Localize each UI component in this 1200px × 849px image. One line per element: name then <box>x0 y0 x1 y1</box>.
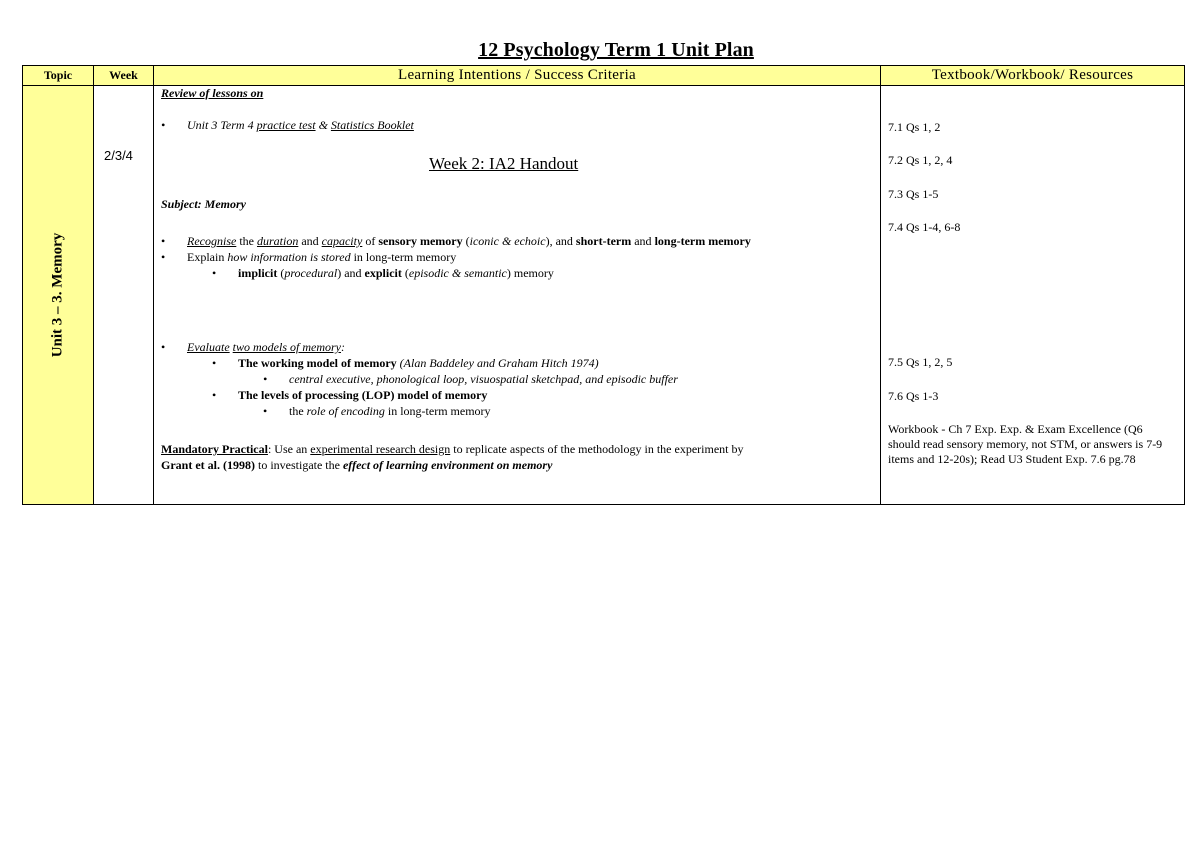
bullet-icon: • <box>161 250 166 264</box>
resource-item: 7.2 Qs 1, 2, 4 <box>888 153 953 167</box>
evaluate-text: Evaluate <box>187 340 230 354</box>
handout-heading: Week 2: IA2 Handout <box>429 154 579 173</box>
text: ) and <box>337 266 365 280</box>
episodic-semantic-text: episodic & semantic <box>408 266 507 280</box>
resource-item: 7.3 Qs 1-5 <box>888 187 939 201</box>
text: ( <box>462 234 470 248</box>
mandatory-practical-label: Mandatory Practical <box>161 442 268 456</box>
header-resources: Textbook/Workbook/ Resources <box>881 66 1185 86</box>
mandatory-practical-line2 <box>161 458 552 473</box>
effect-text: effect of learning environment on memory <box>342 458 553 472</box>
bullet-icon: • <box>161 234 166 248</box>
two-models-text: two models of memory <box>232 340 341 354</box>
text: to replicate aspects of the methodology in the experiment by <box>450 442 744 456</box>
bullet-icon: • <box>161 118 166 132</box>
recognise-text: Recognise <box>187 234 237 248</box>
bullet-role-encoding <box>263 404 491 419</box>
text: : <box>340 340 345 354</box>
explicit-text: explicit <box>364 266 402 280</box>
capacity-text: capacity <box>321 234 363 248</box>
bullet-icon: • <box>212 266 217 280</box>
review-item <box>161 118 414 133</box>
short-term-text: short-term <box>575 234 632 248</box>
header-topic: Topic <box>23 66 94 86</box>
iconic-echoic-text: iconic & echoic <box>469 234 546 248</box>
subject-heading: Subject: Memory <box>161 197 246 211</box>
bullet-levels-model <box>212 388 487 403</box>
table-row <box>23 86 1185 505</box>
role-encoding-text: role of encoding <box>306 404 385 418</box>
bullet-components <box>263 372 678 387</box>
text: in long-term memory <box>384 404 491 418</box>
practice-test-link: practice test <box>256 118 316 132</box>
bullet-icon: • <box>212 356 217 370</box>
text: to investigate the <box>254 458 343 472</box>
bullet-working-model <box>212 356 599 371</box>
bullet-icon: • <box>263 404 268 418</box>
learning-intentions-cell <box>154 86 881 505</box>
long-term-memory-text: long-term memory <box>654 234 751 248</box>
text: the <box>236 234 257 248</box>
header-week: Week <box>94 66 154 86</box>
bullet-evaluate <box>161 340 345 355</box>
components-text: central executive, phonological loop, visuospatial sketchpad, and episodic buffer <box>289 372 678 386</box>
resource-item: 7.1 Qs 1, 2 <box>888 120 941 134</box>
topic-cell <box>23 86 94 505</box>
how-stored-text: how information is stored <box>227 250 351 264</box>
resource-item: 7.4 Qs 1-4, 6-8 <box>888 220 961 234</box>
workbook-note: Workbook - Ch 7 Exp. Exp. & Exam Excellence (Q6 should read sensory memory, not STM, or answers is 7-9 items and 12-20s); Read U3 Student Exp. 7.6 pg.78 <box>888 422 1163 466</box>
text: and <box>298 234 322 248</box>
bullet-explain <box>161 250 456 265</box>
resource-item: 7.5 Qs 1, 2, 5 <box>888 355 953 369</box>
header-row <box>23 66 1185 86</box>
text: ) memory <box>506 266 554 280</box>
review-text: Unit 3 Term 4 <box>187 118 257 132</box>
topic-label: Unit 3 – 3. Memory <box>49 232 66 358</box>
text: : Use an <box>267 442 311 456</box>
text: the <box>289 404 307 418</box>
bullet-recognise <box>161 234 751 249</box>
text: of <box>362 234 379 248</box>
implicit-text: implicit <box>238 266 278 280</box>
duration-text: duration <box>256 234 299 248</box>
page-title: 12 Psychology Term 1 Unit Plan <box>478 39 754 61</box>
mandatory-practical-line1 <box>161 442 743 457</box>
sensory-memory-text: sensory memory <box>378 234 463 248</box>
levels-model-text: The levels of processing (LOP) model of memory <box>238 388 488 402</box>
unit-plan-table <box>22 65 1185 505</box>
text: and <box>631 234 655 248</box>
grant-citation-text: Grant et al. (1998) <box>161 458 255 472</box>
week-label: 2/3/4 <box>104 148 133 163</box>
week-cell <box>94 86 154 505</box>
text: in long-term memory <box>350 250 457 264</box>
working-model-text: The working model of memory <box>238 356 397 370</box>
review-text-mid: & <box>315 118 331 132</box>
resource-item: 7.6 Qs 1-3 <box>888 389 939 403</box>
authors-text: (Alan Baddeley and Graham Hitch 1974) <box>396 356 599 370</box>
bullet-icon: • <box>263 372 268 386</box>
bullet-icon: • <box>212 388 217 402</box>
resources-cell <box>881 86 1185 505</box>
text: Explain <box>187 250 228 264</box>
text: ( <box>277 266 285 280</box>
text: ( <box>401 266 409 280</box>
review-heading: Review of lessons on <box>161 86 264 100</box>
text: ), and <box>545 234 576 248</box>
header-intentions: Learning Intentions / Success Criteria <box>154 66 881 86</box>
procedural-text: procedural <box>284 266 338 280</box>
bullet-icon: • <box>161 340 166 354</box>
research-design-text: experimental research design <box>310 442 451 456</box>
statistics-booklet-link: Statistics Booklet <box>330 118 414 132</box>
bullet-implicit-explicit <box>212 266 554 281</box>
